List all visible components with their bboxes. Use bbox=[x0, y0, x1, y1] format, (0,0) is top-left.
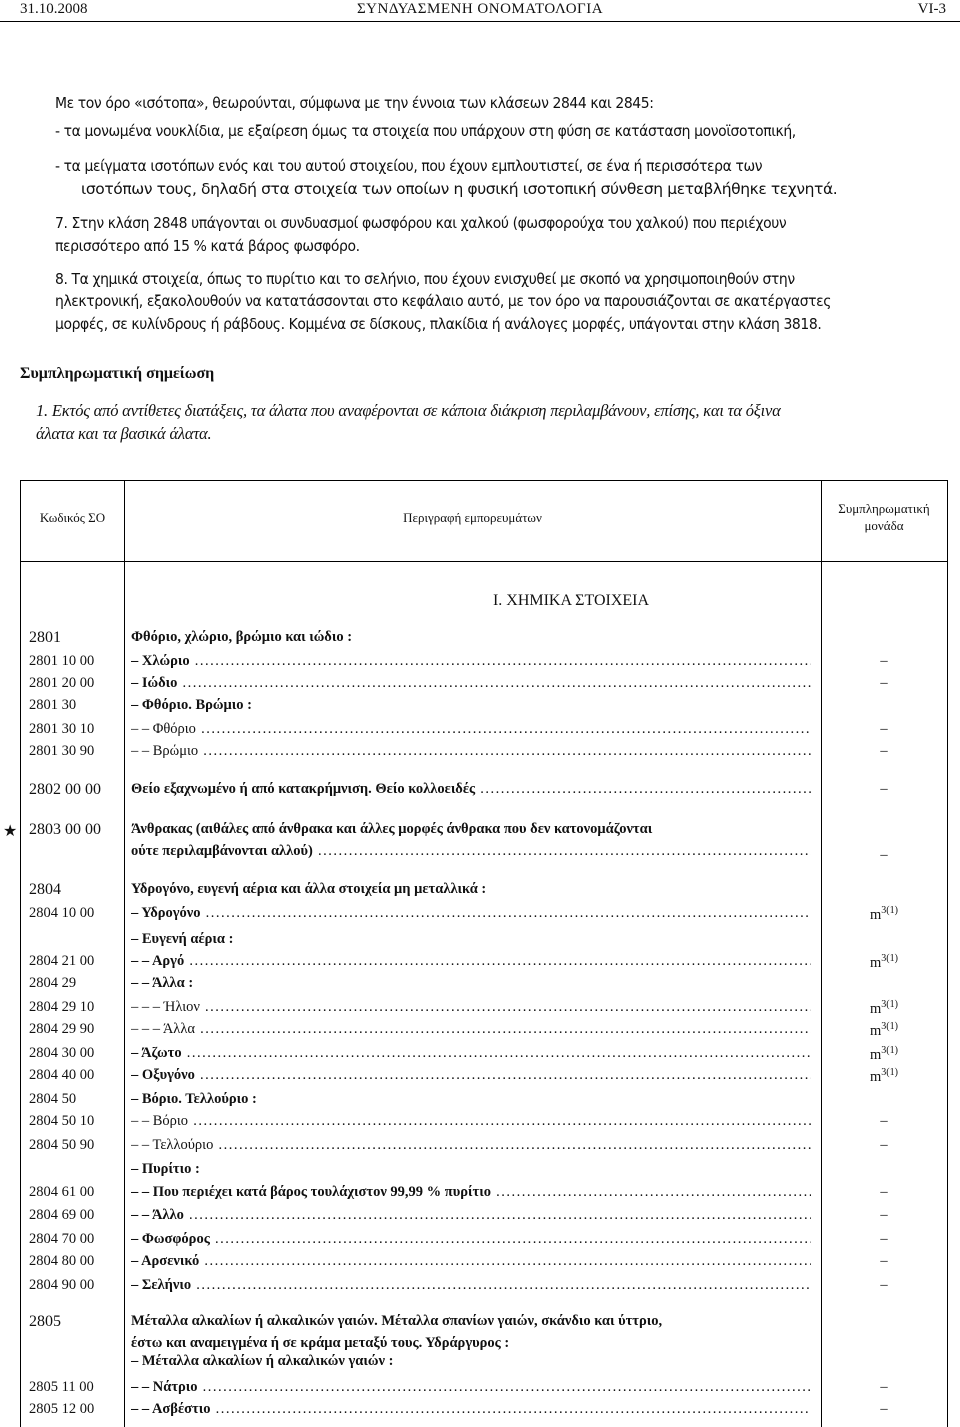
row-unit bbox=[821, 1045, 947, 1064]
row-unit bbox=[821, 1137, 947, 1154]
row-unit-value: – bbox=[880, 1401, 888, 1417]
row-unit bbox=[821, 953, 947, 972]
header-date: 31.10.2008 bbox=[20, 1, 88, 17]
row-unit-value: – bbox=[880, 1184, 888, 1200]
row-unit-superscript: 3(1) bbox=[881, 999, 898, 1010]
row-code: 2803 00 00 bbox=[29, 821, 101, 838]
row-code: 2804 69 00 bbox=[29, 1207, 95, 1223]
row-description-text: – Σελήνιο ..... bbox=[131, 1277, 811, 1293]
row-description-text: – Φθόριο. Βρώμιο : bbox=[131, 697, 252, 713]
row-unit bbox=[821, 743, 947, 760]
row-unit bbox=[821, 781, 947, 798]
row-description bbox=[131, 1091, 811, 1108]
row-unit-superscript: 3(1) bbox=[881, 953, 898, 964]
paragraph-8b: ηλεκτρονική, εξακολουθούν να κατατάσσονται στο κεφάλαιο αυτό, με τον όρο να παρουσιάζονται σε ακατέργαστες bbox=[55, 292, 832, 310]
row-code: 2802 00 00 bbox=[29, 781, 101, 798]
header-page-number: VI-3 bbox=[917, 1, 946, 17]
row-description bbox=[131, 1184, 811, 1201]
row-description bbox=[131, 881, 811, 898]
paragraph-7b: περισσότερο από 15 % κατά βάρος φωσφόρο. bbox=[55, 237, 360, 255]
row-unit-value: – bbox=[880, 743, 888, 759]
row-unit-value: – bbox=[880, 721, 888, 737]
row-description bbox=[131, 975, 811, 992]
row-code: 2801 10 00 bbox=[29, 653, 95, 669]
row-description bbox=[131, 1207, 811, 1224]
row-code: 2804 29 10 bbox=[29, 999, 95, 1015]
row-unit-value: m bbox=[870, 1022, 882, 1039]
row-code: 2805 11 00 bbox=[29, 1379, 94, 1395]
row-code: 2804 bbox=[29, 881, 61, 898]
page-header bbox=[0, 0, 960, 18]
row-description-text: – – Βόριο ..... bbox=[131, 1113, 811, 1129]
row-description bbox=[131, 1045, 811, 1062]
intro-bullet-2b: ισοτόπων τους, δηλαδή στα στοιχεία των οποίων η φυσική ισοτοπική σύνθεση μεταβλήθηκε τεχνητά. bbox=[81, 180, 838, 198]
row-description-text: – Ευγενή αέρια : bbox=[131, 931, 234, 947]
row-unit bbox=[821, 653, 947, 670]
row-unit bbox=[821, 1253, 947, 1270]
row-unit bbox=[821, 675, 947, 692]
paragraph-7a: 7. Στην κλάση 2848 υπάγονται οι συνδυασμοί φωσφόρου και χαλκού (φωσφορούχα του χαλκού) που περιέχουν bbox=[55, 214, 787, 232]
row-unit-superscript: 3(1) bbox=[881, 905, 898, 916]
row-code: 2804 21 00 bbox=[29, 953, 95, 969]
row-unit-superscript: 3(1) bbox=[881, 1067, 898, 1078]
row-unit-value: – bbox=[880, 1253, 888, 1269]
row-code: 2804 30 00 bbox=[29, 1045, 95, 1061]
row-code: 2801 20 00 bbox=[29, 675, 95, 691]
row-description-text: Φθόριο, χλώριο, βρώμιο και ιώδιο : bbox=[131, 629, 353, 645]
row-code: 2801 30 10 bbox=[29, 721, 95, 737]
row-unit-value: – bbox=[880, 1113, 888, 1129]
row-unit bbox=[821, 847, 947, 864]
row-description-text: Μέταλλα αλκαλίων ή αλκαλικών γαιών. Μέταλλα σπανίων γαιών, σκάνδιο και ύττριο, bbox=[131, 1313, 663, 1329]
row-unit-value: m bbox=[870, 1046, 882, 1063]
row-description-text: – – Τελλούριο ..... bbox=[131, 1137, 811, 1153]
row-code: 2804 50 10 bbox=[29, 1113, 95, 1129]
row-unit bbox=[821, 999, 947, 1018]
row-code: 2804 50 90 bbox=[29, 1137, 95, 1153]
row-unit-value: m bbox=[870, 906, 882, 923]
row-unit-value: – bbox=[880, 847, 888, 863]
row-code: 2804 70 00 bbox=[29, 1231, 95, 1247]
col-header-unit-line1: Συμπληρωματική bbox=[838, 501, 930, 516]
row-description bbox=[131, 653, 811, 670]
section-title: I. ΧΗΜΙΚΑ ΣΤΟΙΧΕΙΑ bbox=[492, 592, 650, 609]
row-unit bbox=[821, 905, 947, 924]
row-description-text: – Ιώδιο ..... bbox=[131, 675, 811, 691]
row-description bbox=[131, 697, 811, 714]
row-description-text: – – – Ήλιον ..... bbox=[131, 999, 811, 1015]
row-description bbox=[131, 1379, 811, 1396]
row-description-text: – – Αργό ..... bbox=[131, 953, 811, 969]
row-description-text: – Χλώριο ..... bbox=[131, 653, 811, 669]
row-description-text: – – Βρώμιο ..... bbox=[131, 743, 811, 759]
note-line-2: άλατα και τα βασικά άλατα. bbox=[36, 423, 212, 443]
row-unit-superscript: 3(1) bbox=[881, 1045, 898, 1056]
col-header-code: Κωδικός ΣΟ bbox=[39, 510, 106, 525]
col-header-unit-line2: μονάδα bbox=[864, 518, 904, 533]
row-description bbox=[131, 743, 811, 760]
intro-bullet-1: - τα μονωμένα νουκλίδια, με εξαίρεση όμως τα στοιχεία που υπάρχουν στη φύση σε κατάσταση μονοϊσοτοπική, bbox=[55, 122, 796, 140]
paragraph-8a: 8. Τα χημικά στοιχεία, όπως το πυρίτιο και το σελήνιο, που έχουν ενισχυθεί με σκοπό να χρησιμοποιηθούν στην bbox=[55, 270, 795, 288]
row-description-text: – Αρσενικό ..... bbox=[131, 1253, 811, 1269]
row-unit bbox=[821, 1184, 947, 1201]
row-description bbox=[131, 781, 811, 798]
row-description bbox=[131, 1231, 811, 1248]
paragraph-8c: μορφές, σε κυλίνδρους ή ράβδους. Κομμένα σε δίσκους, πλακίδια ή ανάλογες μορφές, υπάγονται στην κλάση 3818. bbox=[55, 315, 822, 333]
row-unit-value: m bbox=[870, 954, 882, 971]
row-unit bbox=[821, 721, 947, 738]
row-description bbox=[131, 1353, 811, 1370]
row-description-text: – – Νάτριο ..... bbox=[131, 1379, 811, 1395]
row-description-text: Θείο εξαχνωμένο ή από κατακρήμνιση. Θείο κολλοειδές ..... bbox=[131, 781, 811, 797]
row-description-continuation: ούτε περιλαμβάνονται αλλού) ..... bbox=[131, 843, 811, 859]
row-description-text: – – Άλλο ..... bbox=[131, 1207, 811, 1223]
row-description-text: – – Άλλα : bbox=[131, 975, 194, 991]
row-code: 2804 80 00 bbox=[29, 1253, 95, 1269]
star-marker-icon: ★ bbox=[3, 823, 18, 840]
row-unit-value: – bbox=[880, 781, 888, 797]
row-description bbox=[131, 931, 811, 948]
row-unit bbox=[821, 1401, 947, 1418]
note-body bbox=[36, 400, 951, 445]
row-description bbox=[131, 1253, 811, 1270]
row-description-text: – Άζωτο ..... bbox=[131, 1045, 811, 1061]
row-code: 2805 bbox=[29, 1313, 61, 1330]
nomenclature-table bbox=[3, 480, 948, 1427]
row-description-continuation: έστω και αναμειγμένα ή σε κράμα μεταξύ τους. Υδράργυρος : bbox=[131, 1335, 510, 1351]
row-description-text: – Οξυγόνο ..... bbox=[131, 1067, 811, 1083]
row-code: 2804 29 bbox=[29, 975, 77, 991]
row-description bbox=[131, 821, 811, 860]
row-code: 2804 10 00 bbox=[29, 905, 95, 921]
row-description-text: – Υδρογόνο ..... bbox=[131, 905, 811, 921]
row-description bbox=[131, 1137, 811, 1154]
header-divider bbox=[21, 561, 947, 562]
row-unit bbox=[821, 1231, 947, 1248]
col-header-unit bbox=[821, 500, 947, 534]
row-description bbox=[131, 999, 811, 1016]
row-description bbox=[131, 629, 811, 646]
note-line-1: 1. Εκτός από αντίθετες διατάξεις, τα άλατα που αναφέρονται σε κάποια διάκριση περιλαμβάνουν, επίσης, και τα όξινα bbox=[36, 401, 781, 420]
header-title: ΣΥΝΔΥΑΣΜΕΝΗ ΟΝΟΜΑΤΟΛΟΓΙΑ bbox=[356, 1, 604, 17]
row-description bbox=[131, 1313, 811, 1352]
intro-bullet-2a: - τα μείγματα ισοτόπων ενός και του αυτού στοιχείου, που έχουν εμπλουτιστεί, σε ένα ή περισσότερα των bbox=[55, 157, 763, 175]
row-code: 2801 bbox=[29, 629, 61, 646]
row-description-text: – – Ασβέστιο ..... bbox=[131, 1401, 811, 1417]
row-unit bbox=[821, 1113, 947, 1130]
row-unit-value: m bbox=[870, 1000, 882, 1017]
row-unit-value: – bbox=[880, 1277, 888, 1293]
col-divider-1 bbox=[124, 481, 125, 1427]
row-unit-value: – bbox=[880, 1137, 888, 1153]
row-unit-value: – bbox=[880, 675, 888, 691]
intro-lead: Με τον όρο «ισότοπα», θεωρούνται, σύμφωνα με την έννοια των κλάσεων 2844 και 2845: bbox=[55, 94, 654, 112]
row-description-text: – Φωσφόρος ..... bbox=[131, 1231, 811, 1247]
row-description bbox=[131, 1161, 811, 1178]
row-code: 2804 29 90 bbox=[29, 1021, 95, 1037]
row-unit bbox=[821, 1067, 947, 1086]
row-code: 2801 30 90 bbox=[29, 743, 95, 759]
row-description bbox=[131, 721, 811, 738]
row-unit-value: – bbox=[880, 653, 888, 669]
row-description bbox=[131, 1067, 811, 1084]
row-unit-value: – bbox=[880, 1231, 888, 1247]
row-description-text: Άνθρακας (αιθάλες από άνθρακα και άλλες μορφές άνθρακα που δεν κατονομάζονται bbox=[131, 821, 653, 837]
row-description bbox=[131, 905, 811, 922]
row-description-text: – – Φθόριο ..... bbox=[131, 721, 811, 737]
row-description-text: – Πυρίτιο : bbox=[131, 1161, 200, 1177]
row-description bbox=[131, 675, 811, 692]
row-description bbox=[131, 1401, 811, 1418]
row-code: 2804 50 bbox=[29, 1091, 77, 1107]
row-code: 2804 61 00 bbox=[29, 1184, 95, 1200]
row-unit-value: – bbox=[880, 1379, 888, 1395]
row-unit bbox=[821, 1021, 947, 1040]
note-heading: Συμπληρωματική σημείωση bbox=[20, 365, 215, 382]
row-unit-superscript: 3(1) bbox=[881, 1021, 898, 1032]
row-code: 2805 12 00 bbox=[29, 1401, 95, 1417]
header-rule bbox=[0, 21, 960, 22]
row-description bbox=[131, 1113, 811, 1130]
row-description bbox=[131, 953, 811, 970]
row-description bbox=[131, 1021, 811, 1038]
row-description-text: Υδρογόνο, ευγενή αέρια και άλλα στοιχεία μη μεταλλικά : bbox=[131, 881, 487, 897]
row-unit bbox=[821, 1207, 947, 1224]
row-description-text: – Μέταλλα αλκαλίων ή αλκαλικών γαιών : bbox=[131, 1353, 394, 1369]
row-unit-value: m bbox=[870, 1068, 882, 1085]
row-code: 2804 90 00 bbox=[29, 1277, 95, 1293]
row-unit bbox=[821, 1379, 947, 1396]
col-header-description: Περιγραφή εμπορευμάτων bbox=[403, 510, 542, 525]
row-code: 2801 30 bbox=[29, 697, 77, 713]
row-unit-value: – bbox=[880, 1207, 888, 1223]
row-description-text: – – – Άλλα ..... bbox=[131, 1021, 811, 1037]
row-description-text: – Βόριο. Τελλούριο : bbox=[131, 1091, 257, 1107]
row-code: 2804 40 00 bbox=[29, 1067, 95, 1083]
row-description bbox=[131, 1277, 811, 1294]
row-unit bbox=[821, 1277, 947, 1294]
row-description-text: – – Που περιέχει κατά βάρος τουλάχιστον 99,99 % πυρίτιο ..... bbox=[131, 1184, 811, 1200]
